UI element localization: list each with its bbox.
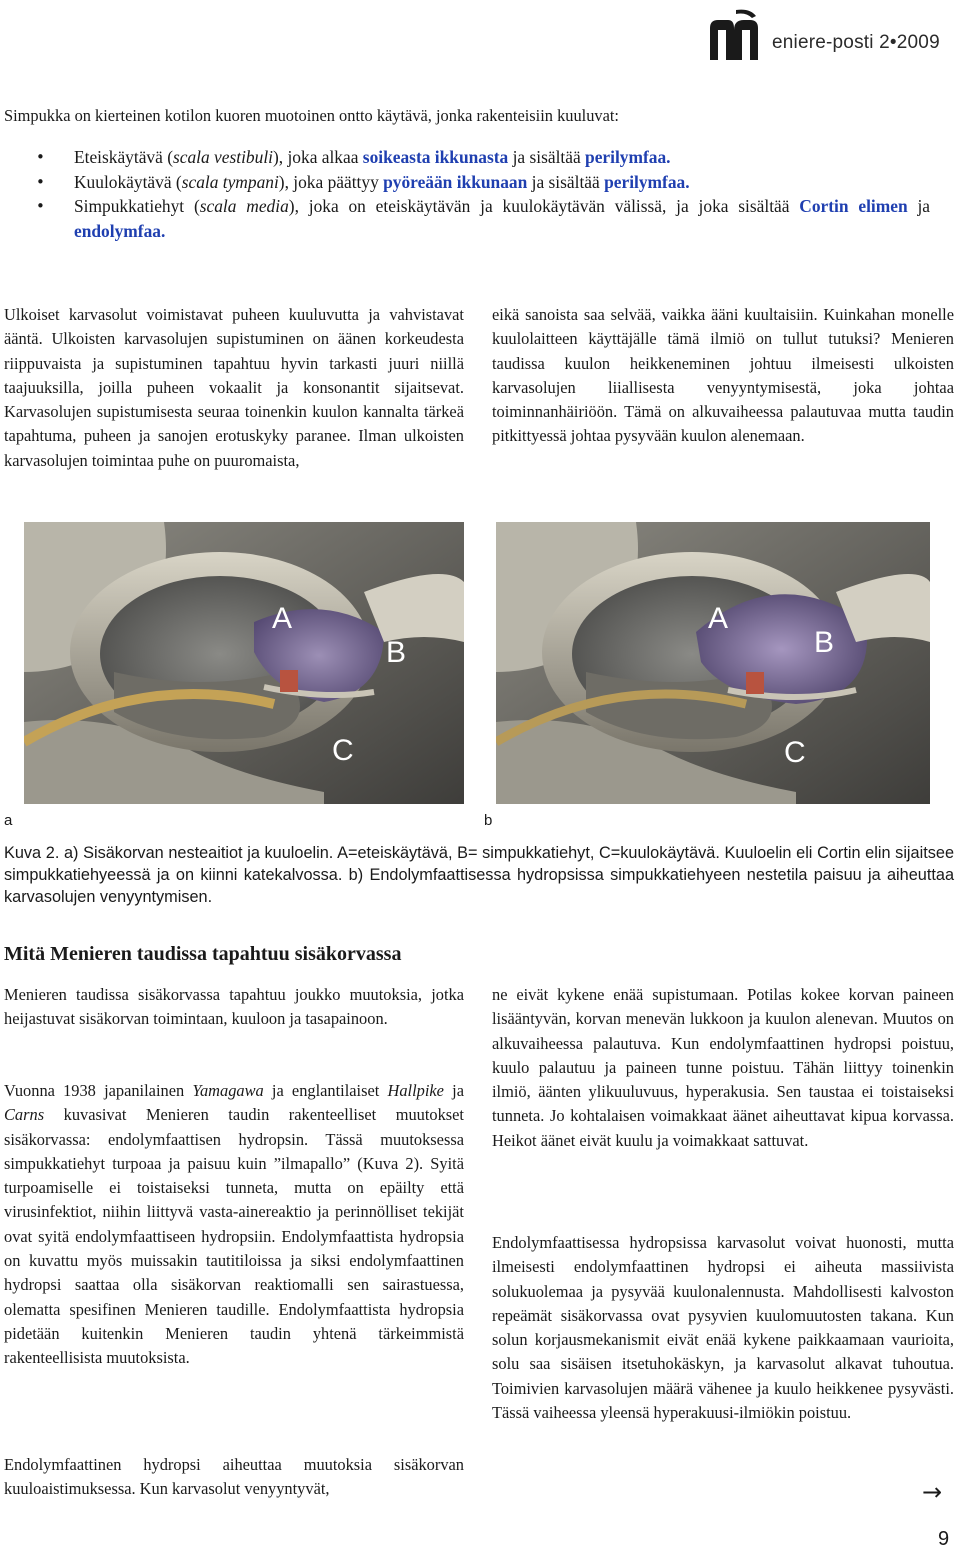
column-right-p1: ne eivät kykene enää supistumaan. Potilas kokee korvan paineen lisääntyvän, korvan menevän lukkoon ja kuulon alenevan. Muutos on alkuvaiheessa palautuva. Kun endolymfaattinen hydropsi poistuu, kuulo palautuu ja paineen tunne poistuu. Tähän liittyy toinenkin ilmiö, äänten ylikuuluvuus, hyperakusia. Sen taustaa ei toistaiseksi tunneta. Jo kohtalaisen voimakkaat äänet aiheuttavat kipua korvassa. Heikot äänet eivät kuulu ja voimakkaat sattuvat. xyxy=(492,985,954,1150)
list-item: • Kuulokäytävä (scala tympani), joka päättyy pyöreään ikkunaan ja sisältää perilymfaa. xyxy=(0,170,930,195)
column-left-p2: Vuonna 1938 japanilainen Yamagawa ja englantilaiset Hallpike ja Carns kuvasivat Menieren taudin rakenteelliset muutokset sisäkorvassa: endolymfaattisen hydropsin. Tässä muutoksessa simpukkatiehyt turpoaa ja paisuu kuin ”ilmapallo” (Kuva 2). Syitä turpoamiselle ei toistaiseksi tunneta, mutta on epäilty että virusinfektiot, niihin liittyvä vasta-ainereaktio ja perinnölliset tekijät ovat syitä endolymfaattiseen hydropsiin. Endolymfaattista hydropsia on kuvattu myös muissakin tautitiloissa ja siksi endolymfaattinen hydropsi saattaa olla sisäkorvan reaktiomalli sen sairastuessa, olematta spesifinen Menieren taudille. Endolymfaattista hydropsia pidetään kuitenkin Menieren taudin yhtenä tärkeimmistä rakenteellisista muutoksista. xyxy=(4,1081,464,1368)
label-c: C xyxy=(332,734,354,767)
label-b: B xyxy=(814,626,835,659)
section-heading: Mitä Menieren taudissa tapahtuu sisäkorvassa xyxy=(4,943,402,965)
column-left-p1: Menieren taudissa sisäkorvassa tapahtuu joukko muutoksia, jotka heijastuvat sisäkorvan toimintaan, kuuloon ja tasapainoon. xyxy=(4,985,464,1029)
structure-list xyxy=(0,145,930,243)
column-right-top: eikä sanoista saa selvää, vaikka ääni kuultaisiin. Kuinkahan monelle kuulolaitteen käyttäjälle tämä ilmiö on tullut tutuksi? Menieren taudissa kuulon heikkeneminen johtuu ilmeisesti ulkoisten karvasolujen liiallisesta venyyntymisestä, joka johtaa toiminnanhäiriöön. Tämä on alkuvaiheessa palautuvaa mutta taudin pitkittyessä johtaa pysyvään kuulon alenemaan. xyxy=(492,305,954,446)
label-a: A xyxy=(272,602,293,635)
list-item: • Eteiskäytävä (scala vestibuli), joka alkaa soikeasta ikkunasta ja sisältää perilymfaa. xyxy=(0,145,930,170)
intro-paragraph: Simpukka on kierteinen kotilon kuoren muotoinen ontto käytävä, jonka rakenteisiin kuuluvat: xyxy=(4,106,619,125)
cochlea-hydrops-illustration xyxy=(496,522,930,804)
list-item: • Simpukkatiehyt (scala media), joka on eteiskäytävän ja kuulokäytävän välissä, ja joka sisältää Cortin elimen ja endolymfaa. xyxy=(0,194,930,243)
column-left-p3: Endolymfaattinen hydropsi aiheuttaa muutoksia sisäkorvan kuuloaistimuksessa. Kun karvasolut venyyntyvät, xyxy=(4,1455,464,1499)
figure-caption: Kuva 2. a) Sisäkorvan nesteaitiot ja kuuloelin. A=eteiskäytävä, B= simpukkatiehyt, C=kuulokäytävä. Kuuloelin eli Cortin elin sijaitsee simpukkatiehyeessä ja on kiinni katekalvossa. b) Endolymfaattisessa hydropsissa simpukkatiehyeen nestetila paisuu ja aiheuttaa karvasolujen venyyntymisen. xyxy=(4,844,954,906)
label-b: B xyxy=(386,636,407,669)
figure-b-image xyxy=(496,522,930,804)
issue-title: eniere-posti 2•2009 xyxy=(772,32,940,53)
page-header xyxy=(0,0,960,70)
m-logo xyxy=(706,8,764,62)
column-left-top: Ulkoiset karvasolut voimistavat puheen kuuluvutta ja vahvistavat ääntä. Ulkoisten karvasolujen supistuminen on äänen korkeudesta riippuvaista ja supistuminen tapahtuu hyvin tarkasti juuri niillä taajuuksilla, joilla puheen vokaalit ja konsonantit sijaitsevat. Karvasolujen supistumisesta seuraa toinenkin kuulon kannalta tärkeä tapahtuma, puheen ja sanojen erotuskyky paranee. Ilman ulkoisten karvasolujen toimintaa puhe on puuromaista, xyxy=(4,305,464,470)
column-right-p2: Endolymfaattisessa hydropsissa karvasolut voivat huonosti, mutta ilmeisesti endolymfaattinen hydropsi ei aiheuta massiivista solukuolemaa ja pysyvää kuulonalennusta. Mahdollisesti kalvoston repeämät sisäkorvassa ovat pysyvien kuulomuutosten takana. Kun solun korjausmekanismit eivät enää kykene paikkaamaan vaurioita, solu saa sisäisen itsetuhokäskyn, ja karvasolut alkavat tuhoutua. Toimivien karvasolujen määrä vähenee ja kuulo heikkenee pysyvästi. Tässä vaiheessa yleensä hyperakuusi-ilmiökin poistuu. xyxy=(492,1233,954,1423)
page-number: 9 xyxy=(938,1528,950,1550)
figure-a-sublabel: a xyxy=(4,812,13,829)
figure-b-sublabel: b xyxy=(484,812,493,829)
figure-a-image xyxy=(24,522,464,804)
label-c: C xyxy=(784,736,806,769)
label-a: A xyxy=(708,602,729,635)
arrow-right-icon: → xyxy=(922,1478,943,1506)
